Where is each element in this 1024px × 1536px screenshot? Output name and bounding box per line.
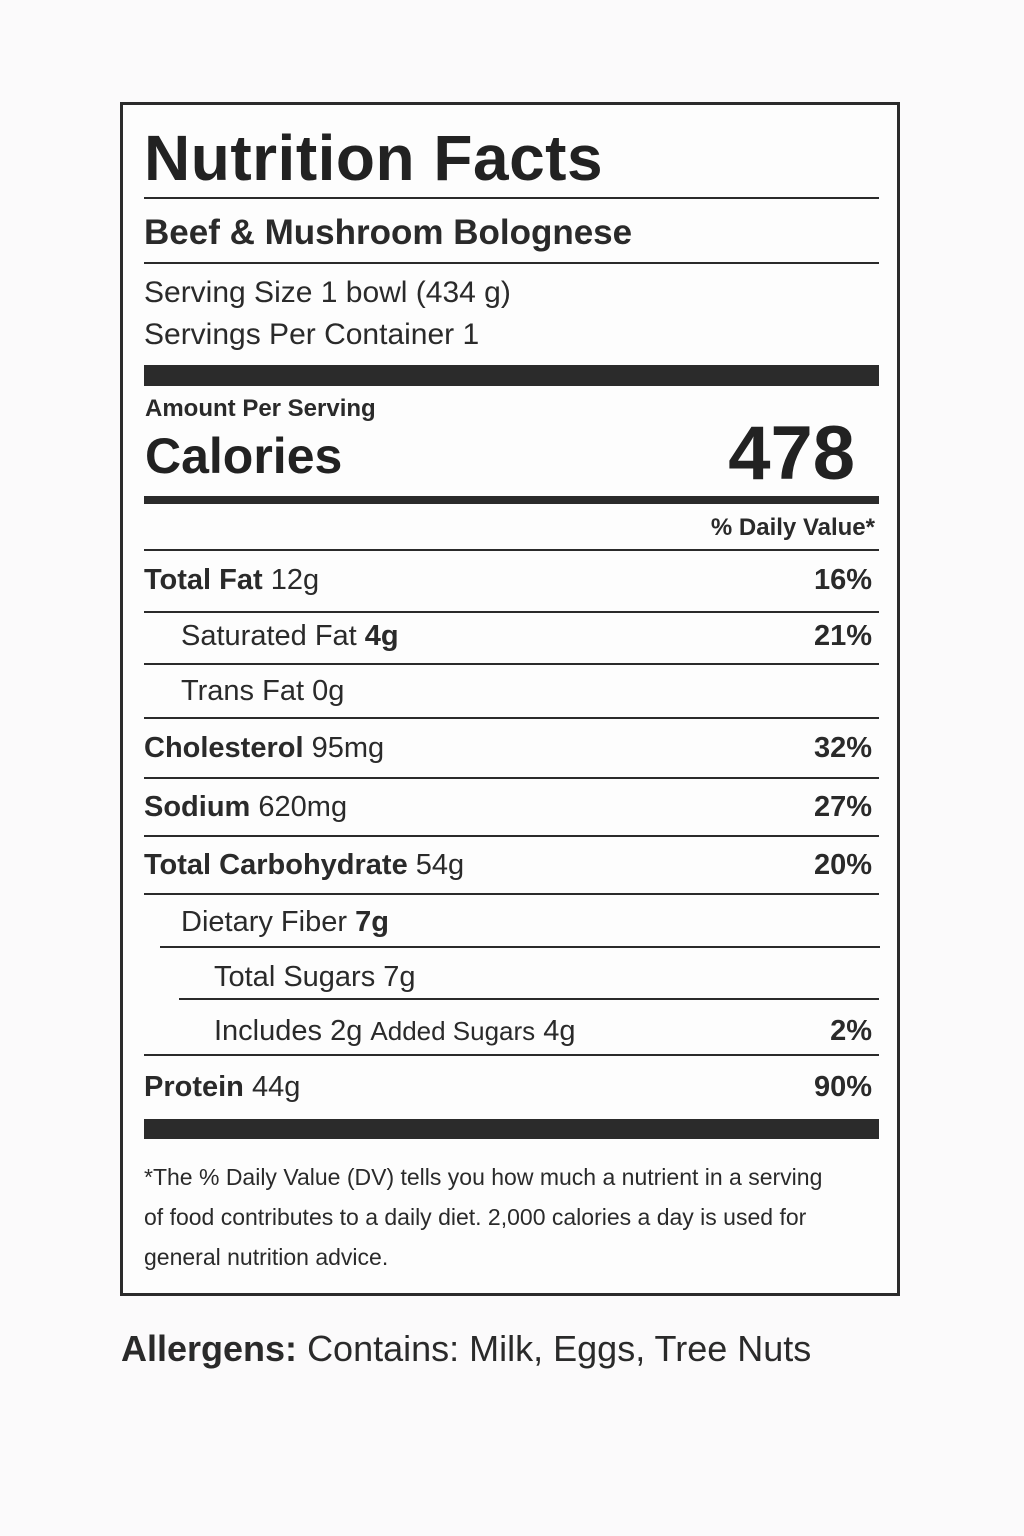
divider-thin (144, 611, 879, 613)
nutrient-amount: 0g (312, 675, 345, 707)
divider-thin (144, 835, 879, 837)
daily-value-header: % Daily Value* (710, 514, 875, 541)
divider-thin (144, 197, 879, 199)
nutrient-name: Dietary Fiber (181, 906, 347, 938)
divider-thin (144, 549, 879, 551)
divider-thin (144, 262, 879, 264)
nutrient-sub-name: Added Sugars (370, 1016, 536, 1046)
divider-thin (179, 998, 879, 1000)
nutrient-daily-value: 27% (813, 791, 872, 823)
nutrient-row-sodium (144, 791, 875, 831)
daily-value-footnote: *The % Daily Value (DV) tells you how much a nutrient in a serving of food contributes to a daily diet. 2,000 calories a day is used for general nutrition advice. (144, 1164, 823, 1270)
nutrient-daily-value: 2% (830, 1015, 872, 1047)
nutrient-amount: 54g (415, 849, 465, 881)
nutrient-name: Total Sugars (214, 961, 376, 993)
serving-size: Serving Size 1 bowl (434 g) (144, 276, 511, 309)
nutrient-row-added-sugars (144, 1015, 875, 1055)
nutrient-row-protein (144, 1071, 875, 1111)
nutrient-row-saturated-fat (144, 620, 875, 660)
nutrient-name: Saturated Fat (181, 620, 357, 652)
nutrient-name: Total Fat (144, 564, 263, 596)
nutrient-amount: 620mg (258, 791, 348, 823)
nutrient-row-total-carbohydrate (144, 849, 875, 889)
divider-thin (144, 717, 879, 719)
nutrition-facts-label (120, 102, 900, 1296)
nutrient-amount: 7g (355, 906, 389, 938)
nutrient-amount: 95mg (311, 732, 385, 764)
nutrient-row-trans-fat (144, 675, 875, 715)
allergens-statement (121, 1328, 811, 1370)
nutrient-daily-value: 20% (813, 849, 872, 881)
nutrient-name: Cholesterol (144, 732, 304, 764)
nutrient-name: Includes 2g (214, 1015, 363, 1047)
allergens-label: Allergens: (121, 1328, 298, 1369)
divider-thin (144, 663, 879, 665)
nutrient-amount: 4g (543, 1015, 576, 1047)
label-title: Nutrition Facts (144, 122, 604, 194)
nutrient-daily-value: 21% (813, 620, 872, 652)
amount-per-serving: Amount Per Serving (145, 395, 376, 422)
allergens-text: Contains: Milk, Eggs, Tree Nuts (307, 1328, 812, 1369)
nutrient-daily-value: 32% (813, 732, 872, 764)
calories-label: Calories (145, 428, 343, 484)
divider-medium (144, 496, 879, 504)
nutrient-amount: 4g (364, 620, 399, 652)
nutrient-name: Trans Fat (181, 675, 305, 707)
divider-thin (144, 777, 879, 779)
nutrient-name: Sodium (144, 791, 251, 823)
nutrient-row-total-fat (144, 564, 875, 604)
product-name: Beef & Mushroom Bolognese (144, 213, 633, 252)
nutrient-amount: 7g (383, 961, 416, 993)
nutrient-row-total-sugars (144, 961, 875, 1001)
divider-thick (144, 1119, 879, 1139)
nutrient-amount: 12g (270, 564, 320, 596)
nutrient-daily-value: 90% (813, 1071, 872, 1103)
nutrient-amount: 44g (251, 1071, 301, 1103)
nutrient-name: Total Carbohydrate (144, 849, 408, 881)
divider-thin (160, 946, 880, 948)
nutrient-row-cholesterol (144, 732, 875, 772)
nutrient-daily-value: 16% (813, 564, 872, 596)
nutrient-row-dietary-fiber (144, 906, 875, 946)
servings-per-container: Servings Per Container 1 (144, 318, 480, 351)
divider-thick (144, 365, 879, 386)
divider-thin (144, 893, 879, 895)
nutrient-name: Protein (144, 1071, 244, 1103)
calories-value: 478 (728, 411, 855, 496)
divider-thin (144, 1054, 879, 1056)
